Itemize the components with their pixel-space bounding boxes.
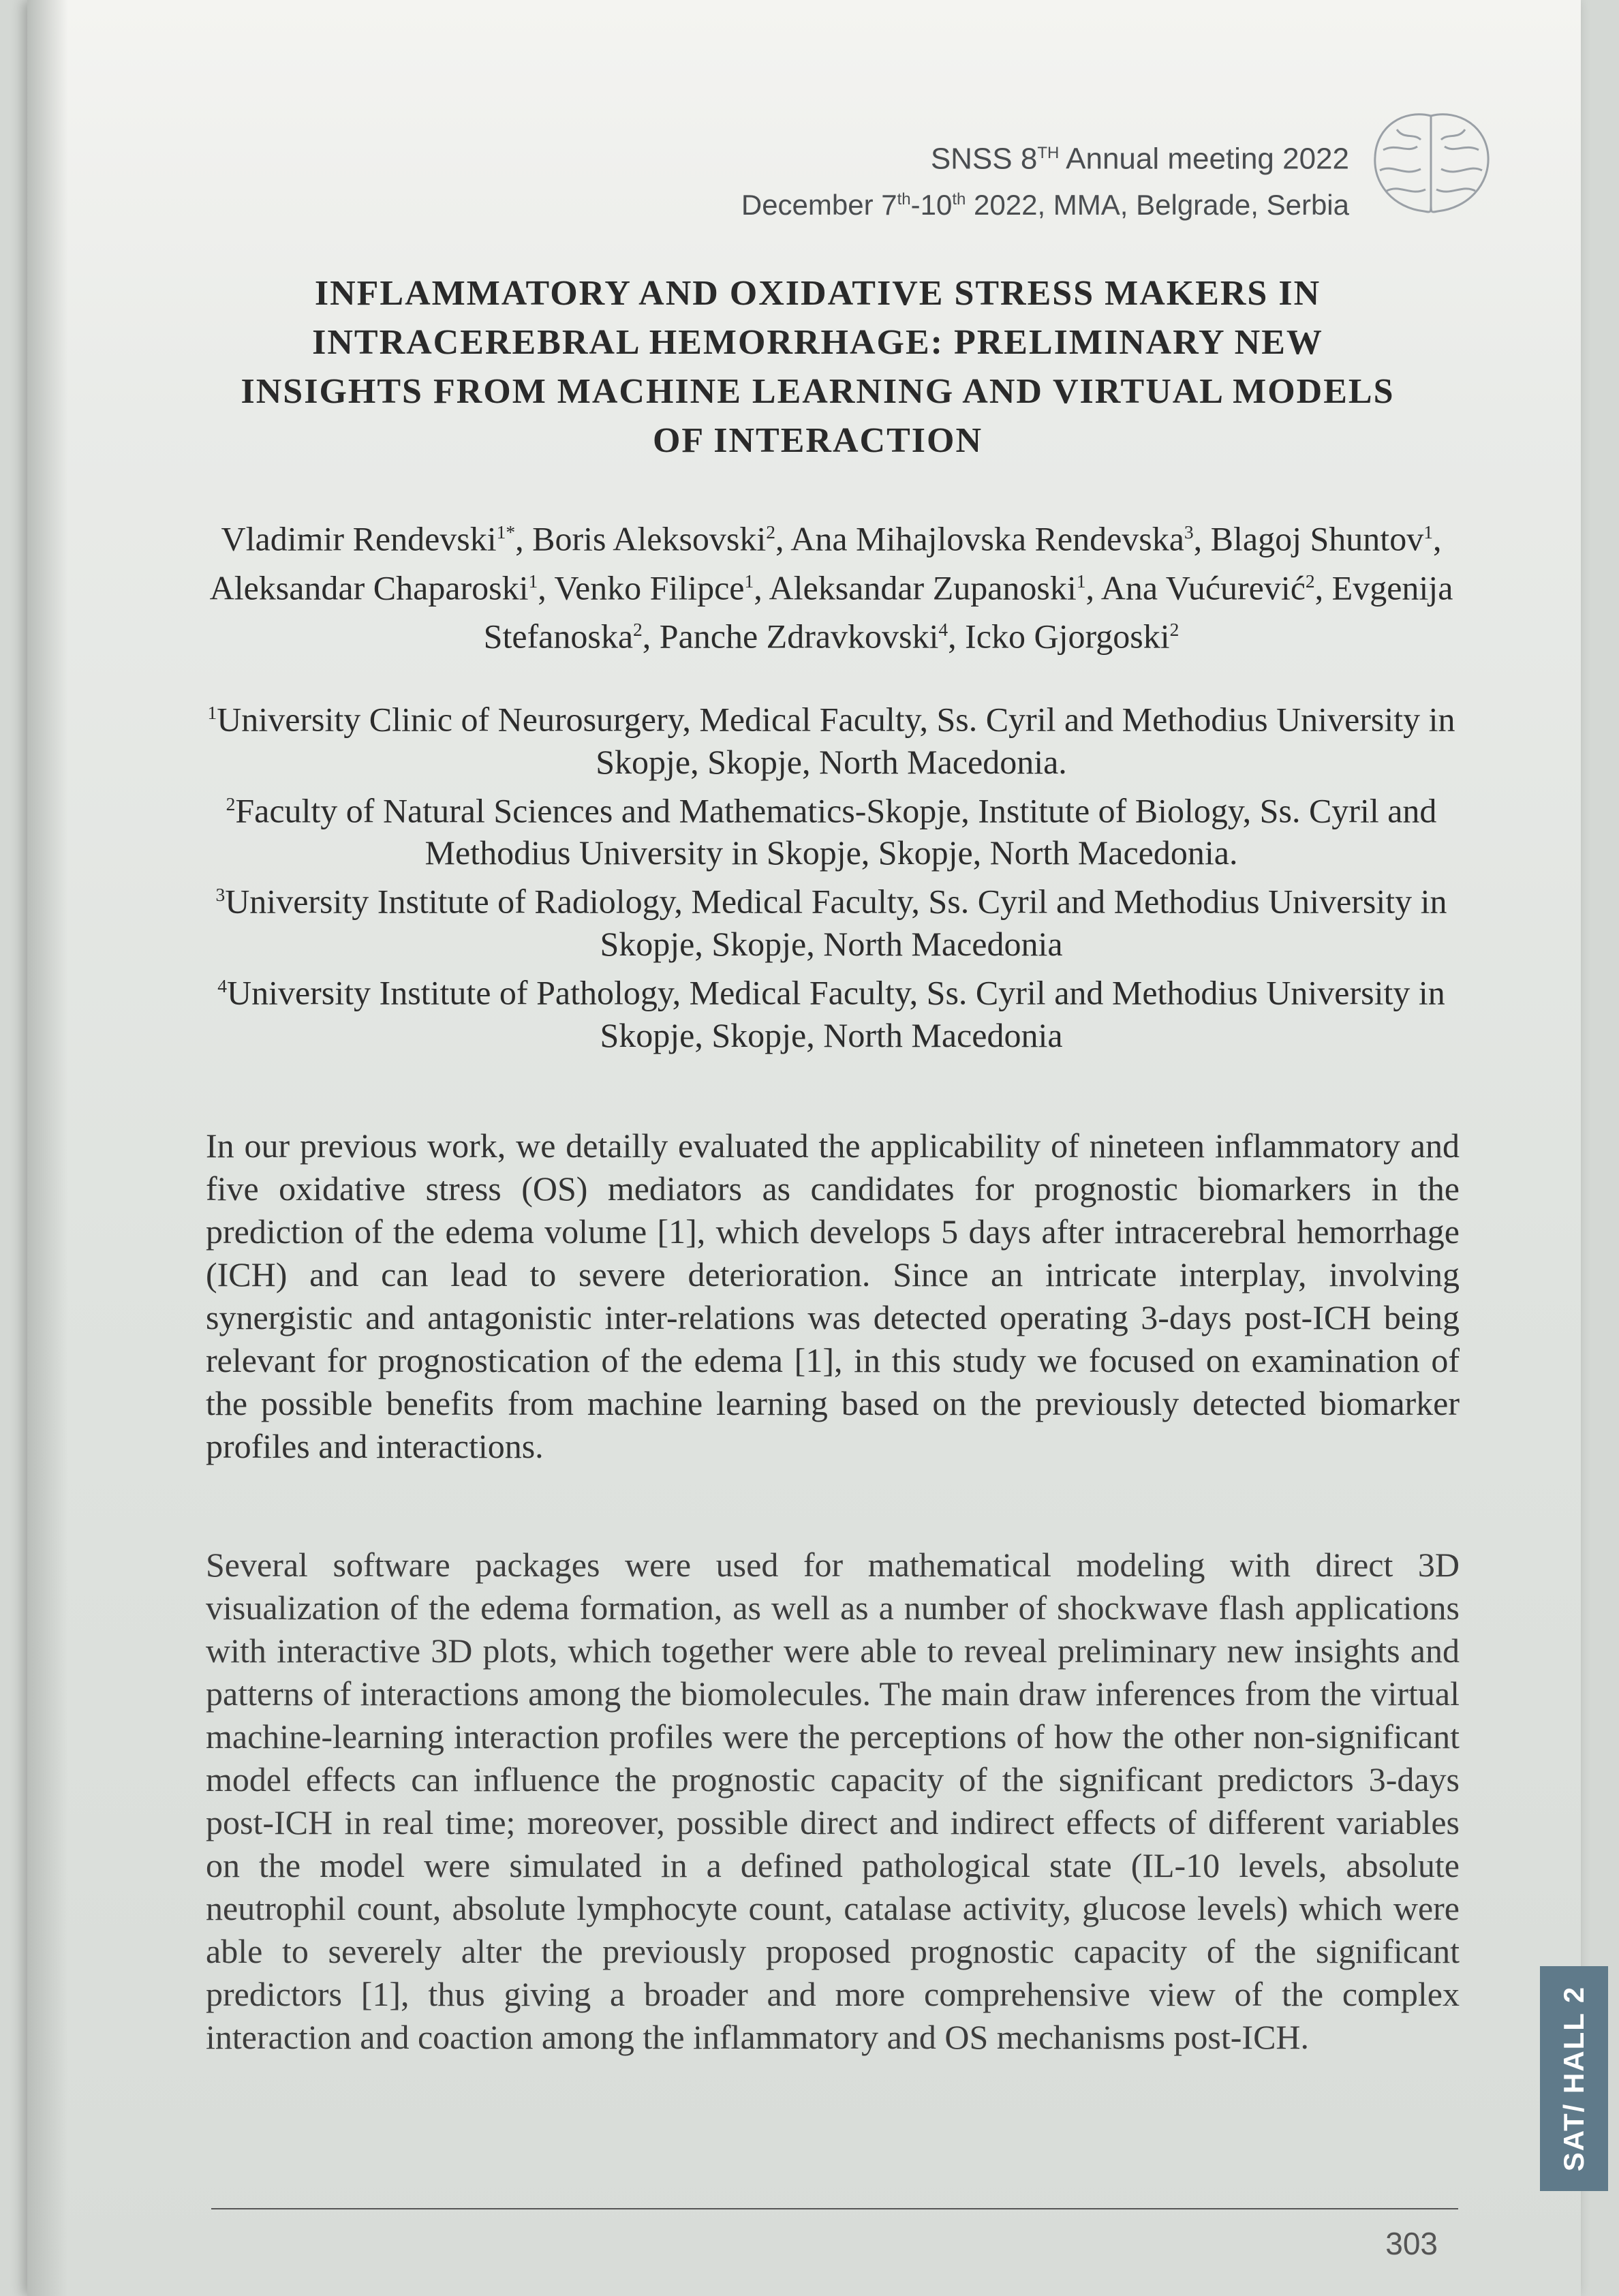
author-affiliation-marker: 1* bbox=[496, 521, 516, 542]
author-affiliation-marker: 1 bbox=[1076, 570, 1086, 592]
author-affiliation-marker: 4 bbox=[938, 619, 949, 641]
author-list: Vladimir Rendevski$^{1*}$, Boris Aleksovski$^2$, Ana Mihajlovska Rendevska$^3$, Blagoj Shuntov$^1$, Aleksandar Chaparoski$^1$, Venko Filipce$^1$, Aleksandar Zupanoski$^1$, Ana Vućurević$^2$, Evgenija Stefanoska$^2$, Panche Zdravkovski$^4$, Icko Gjorgoski$^2$ bbox=[209, 519, 1453, 656]
side-tab-label: SAT/ HALL 2 bbox=[1558, 1985, 1590, 2172]
author-name: Boris Aleksovski bbox=[532, 519, 767, 558]
affiliation-number: 2 bbox=[226, 793, 236, 814]
author-name: Ana Mihajlovska Rendevska bbox=[790, 519, 1184, 558]
affiliation-text: Faculty of Natural Sciences and Mathematics-Skopje, Institute of Biology, Ss. Cyril and Methodius University in Skopje, Skopje, North Macedonia. bbox=[235, 791, 1437, 872]
author-affiliation-marker: 2 bbox=[1305, 570, 1315, 592]
author-name: Venko Filipce bbox=[554, 568, 745, 607]
author-affiliation-marker: 1 bbox=[1423, 521, 1433, 542]
affiliation-text: University Institute of Radiology, Medical Faculty, Ss. Cyril and Methodius University in Skopje, Skopje, North Macedonia bbox=[225, 882, 1447, 963]
meeting-date-location: December 7th-10th 2022, MMA, Belgrade, Serbia bbox=[741, 188, 1349, 221]
author-name: Blagoj Shuntov bbox=[1210, 519, 1424, 558]
author-name: Ana Vućurević bbox=[1100, 568, 1306, 607]
author-name: Icko Gjorgoski bbox=[965, 617, 1170, 656]
meeting-name: SNSS 8TH Annual meeting 2022 bbox=[930, 142, 1349, 176]
author-affiliation-marker: 2 bbox=[633, 619, 643, 641]
body-paragraph-1: In our previous work, we detailly evaluated the applicability of nineteen inflammatory and five oxidative stress (OS) mediators as candidates for prognostic biomarkers in the prediction of the edema volume [1], which develops 5 days after intracerebral hemorrhage (ICH) and can lead to severe deterioration. Since an intricate interplay, involving synergistic and antagonistic inter-relations was detected operating 3-days post-ICH being relevant for prognostication of the edema [1], in this study we focused on examination of the possible benefits from machine learning based on the previously detected biomarker profiles and interactions. bbox=[206, 1127, 1460, 1465]
paper-title: INFLAMMATORY AND OXIDATIVE STRESS MAKERS IN INTRACEREBRAL HEMORRHAGE: PRELIMINARY NEW INSIGHTS FROM MACHINE LEARNING AND VIRTUAL MODELS OF INTERACTION bbox=[241, 274, 1395, 460]
author-name: Vladimir Rendevski bbox=[221, 519, 497, 558]
page-edge-shadow bbox=[27, 0, 68, 2296]
footer-divider bbox=[211, 2208, 1458, 2209]
affiliation-number: 3 bbox=[215, 884, 226, 906]
brain-icon bbox=[1363, 102, 1499, 225]
body-paragraph-2: Several software packages were used for mathematical modeling with direct 3D visualization of the edema formation, as well as a number of shockwave flash applications with interactive 3D plots, which together were able to reveal preliminary new insights and patterns of interactions among the biomolecules. The main draw inferences from the virtual machine-learning interaction profiles were the perceptions of how the other non-significant model effects can influence the prognostic capacity of the significant predictors 3-days post-ICH in real time; moreover, possible direct and indirect effects of different variables on the model were simulated in a defined pathological state (IL-10 levels, absolute neutrophil count, absolute lymphocyte count, catalase activity, glucose levels) which were able to severely alter the previously proposed prognostic capacity of the significant predictors [1], thus giving a broader and more comprehensive view of the complex interaction and coaction among the inflammatory and OS mechanisms post-ICH. bbox=[206, 1546, 1460, 2056]
author-name: Evgenija Stefanoska bbox=[483, 568, 1453, 656]
author-affiliation-marker: 3 bbox=[1184, 521, 1194, 542]
affiliation-text: University Clinic of Neurosurgery, Medical Faculty, Ss. Cyril and Methodius University in Skopje, Skopje, North Macedonia. bbox=[217, 700, 1455, 781]
affiliation-item bbox=[201, 783, 1462, 874]
author-name: Aleksandar Zupanoski bbox=[769, 568, 1077, 607]
author-affiliation-marker: 1 bbox=[528, 570, 538, 592]
author-affiliation-marker: 2 bbox=[766, 521, 775, 542]
affiliation-text: University Institute of Pathology, Medical Faculty, Ss. Cyril and Methodius University in Skopje, Skopje, North Macedonia bbox=[226, 973, 1445, 1054]
running-header bbox=[741, 133, 1349, 225]
section-side-tab bbox=[1540, 1966, 1608, 2191]
affiliation-number: 1 bbox=[207, 702, 217, 723]
page-number: 303 bbox=[1385, 2226, 1438, 2261]
affiliation-list bbox=[201, 692, 1462, 1056]
author-name: Panche Zdravkovski bbox=[659, 617, 939, 656]
author-name: Aleksandar Chaparoski bbox=[209, 568, 529, 607]
author-affiliation-marker: 1 bbox=[744, 570, 754, 592]
affiliation-item bbox=[201, 965, 1462, 1056]
affiliation-item bbox=[201, 874, 1462, 965]
affiliation-number: 4 bbox=[217, 975, 227, 996]
paper-page bbox=[27, 0, 1590, 2296]
affiliation-item bbox=[201, 692, 1462, 783]
author-affiliation-marker: 2 bbox=[1169, 619, 1179, 641]
